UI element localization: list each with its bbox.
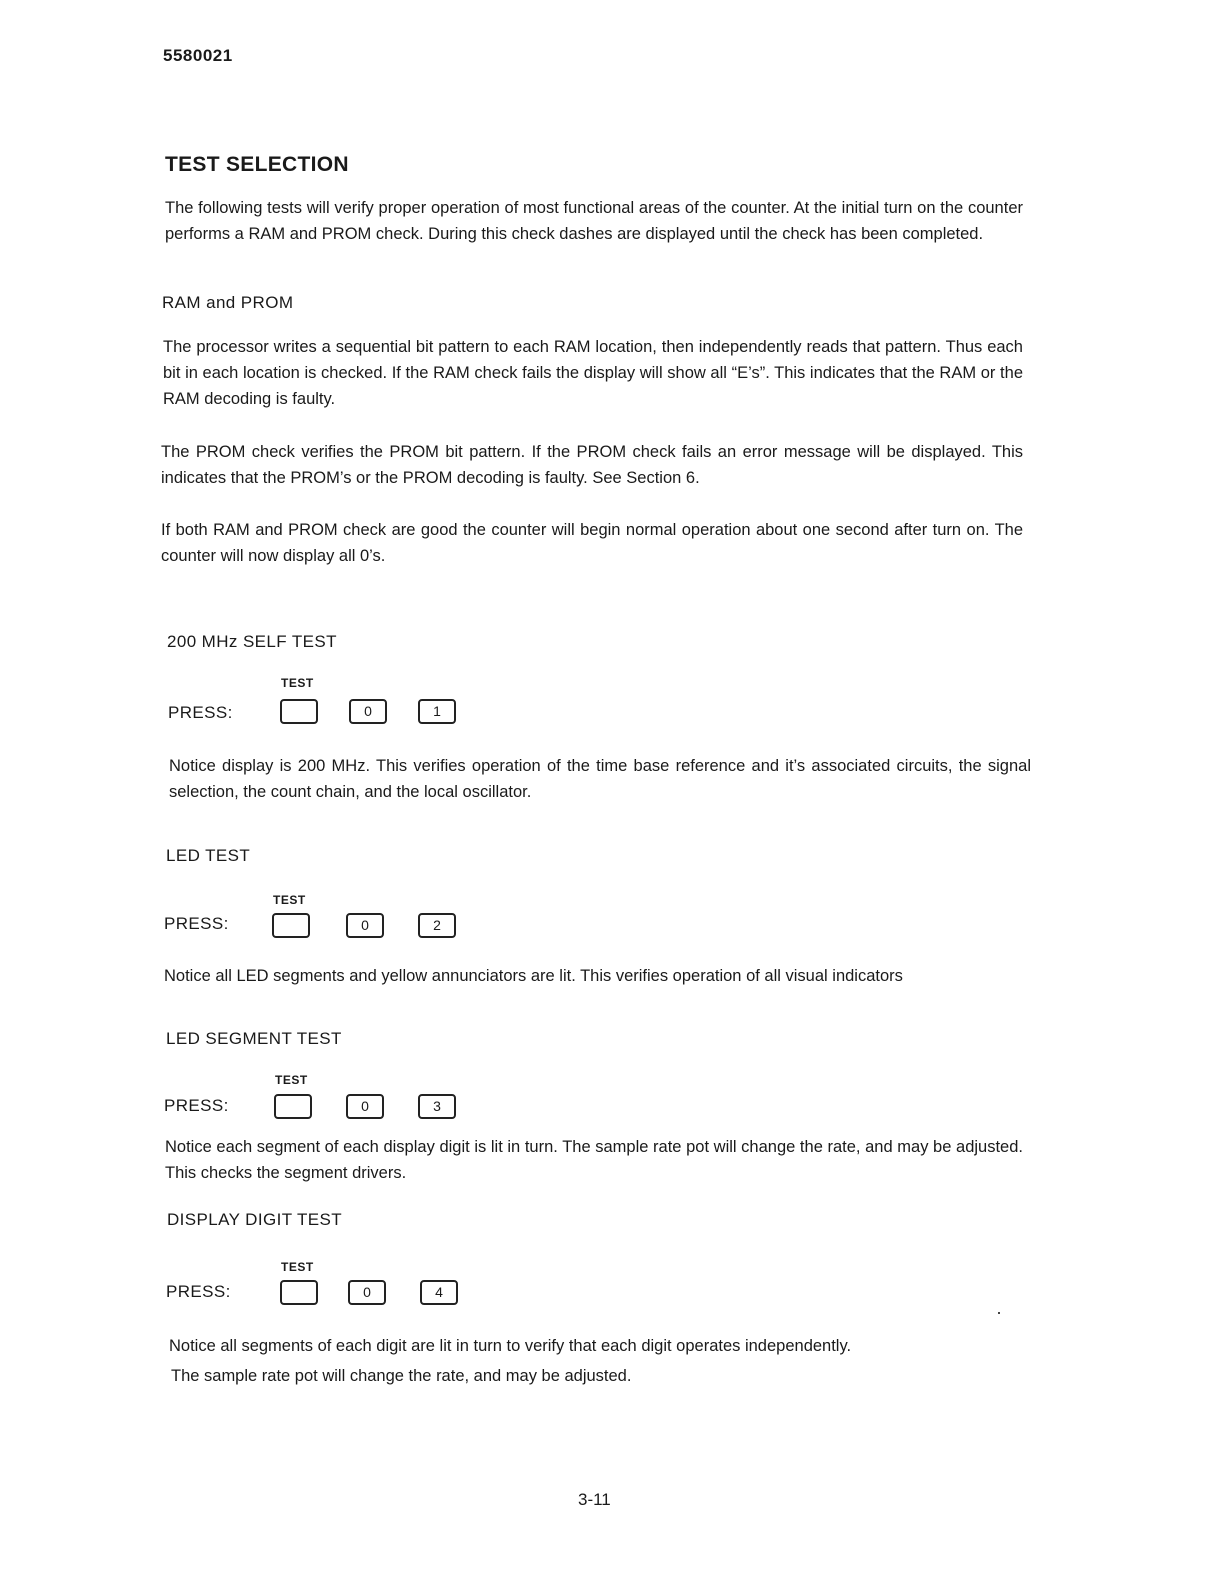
- test-key-label: TEST: [281, 676, 314, 690]
- document-number: 5580021: [163, 46, 233, 65]
- ram-check-paragraph: The processor writes a sequential bit pattern to each RAM location, then independently reads that pattern. Thus each bit in each location is checked. If the RAM check fails the display will show all “E’s”. This indicates that the RAM or the RAM decoding is faulty.: [163, 338, 1023, 408]
- zero-key: 0: [346, 913, 384, 938]
- page-title: TEST SELECTION: [165, 153, 349, 176]
- press-label: PRESS:: [166, 1282, 231, 1301]
- led-test-heading: LED TEST: [166, 846, 251, 865]
- press-label: PRESS:: [164, 1096, 229, 1115]
- test-key-label: TEST: [273, 893, 306, 907]
- four-key: 4: [420, 1280, 458, 1305]
- one-key: 1: [418, 699, 456, 724]
- self-test-heading: 200 MHz SELF TEST: [167, 632, 337, 651]
- test-key: [280, 1280, 318, 1305]
- ram-prom-heading: RAM and PROM: [162, 293, 294, 312]
- press-label: PRESS:: [164, 914, 229, 933]
- display-digit-test-note-line2: The sample rate pot will change the rate, and may be adjusted.: [171, 1367, 632, 1385]
- test-key-label: TEST: [275, 1073, 308, 1087]
- led-segment-test-note: Notice each segment of each display digit is lit in turn. The sample rate pot will change the rate, and may be adjusted. This checks the segment drivers.: [165, 1138, 1023, 1182]
- page-number: 3-11: [578, 1490, 611, 1509]
- test-key-label: TEST: [281, 1260, 314, 1274]
- test-key: [274, 1094, 312, 1119]
- intro-paragraph: The following tests will verify proper operation of most functional areas of the counter. At the initial turn on the counter performs a RAM and PROM check. During this check dashes are displayed until the check has been completed.: [165, 199, 1023, 243]
- zero-key: 0: [349, 699, 387, 724]
- led-segment-test-heading: LED SEGMENT TEST: [166, 1029, 342, 1048]
- test-key: [272, 913, 310, 938]
- two-key: 2: [418, 913, 456, 938]
- three-key: 3: [418, 1094, 456, 1119]
- zero-key: 0: [346, 1094, 384, 1119]
- display-digit-test-heading: DISPLAY DIGIT TEST: [167, 1210, 343, 1229]
- led-test-note: Notice all LED segments and yellow annunciators are lit. This verifies operation of all visual indicators: [164, 967, 903, 985]
- prom-check-paragraph: The PROM check verifies the PROM bit pattern. If the PROM check fails an error message will be displayed. This indicates that the PROM’s or the PROM decoding is faulty. See Section 6.: [161, 443, 1023, 487]
- self-test-note: Notice display is 200 MHz. This verifies operation of the time base reference and it’s associated circuits, the signal selection, the count chain, and the local oscillator.: [169, 757, 1031, 801]
- speck-mark: [998, 1312, 1000, 1314]
- press-label: PRESS:: [168, 703, 233, 722]
- zero-key: 0: [348, 1280, 386, 1305]
- display-digit-test-note-line1: Notice all segments of each digit are lit in turn to verify that each digit operates independently.: [169, 1337, 852, 1355]
- test-key: [280, 699, 318, 724]
- normal-operation-paragraph: If both RAM and PROM check are good the counter will begin normal operation about one second after turn on. The counter will now display all 0’s.: [161, 521, 1023, 565]
